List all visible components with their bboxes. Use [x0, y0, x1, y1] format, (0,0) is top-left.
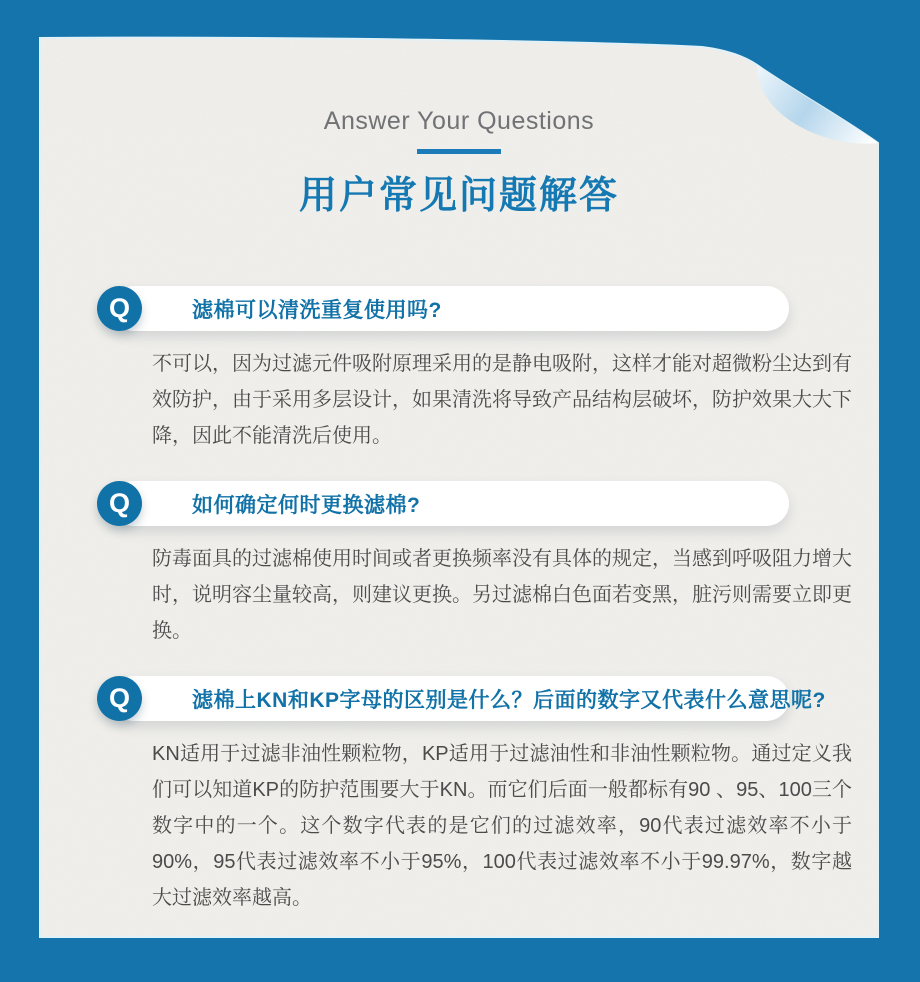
- title-divider: [417, 149, 501, 154]
- question-pill: [111, 481, 789, 526]
- faq-card: [40, 0, 878, 937]
- question-text: 如何确定何时更换滤棉?: [192, 493, 421, 517]
- q-icon: Q: [97, 286, 142, 331]
- question-row: [40, 286, 878, 331]
- answer-text: 防毒面具的过滤棉使用时间或者更换频率没有具体的规定，当感到呼吸阻力增大时，说明容尘量较高，则建议更换。另过滤棉白色面若变黑，脏污则需要立即更换。: [152, 548, 852, 642]
- question-pill: [111, 676, 826, 721]
- page-title: 用户常见问题解答: [298, 175, 619, 217]
- answer-text: KN适用于过滤非油性颗粒物，KP适用于过滤油性和非油性颗粒物。通过定义我们可以知道KP的防护范围要大于KN。而它们后面一般都标有90 、95、100三个数字中的一个。这个数字代表的是它们的过滤效率，90代表过滤效率不小于90%，95代表过滤效率不小于95%，100代表过滤效率不小于99.97%，数字越大过滤效率越高。: [152, 743, 852, 909]
- question-row: [40, 481, 878, 526]
- q-icon: Q: [97, 481, 142, 526]
- question-text: 滤棉上KN和KP字母的区别是什么？后面的数字又代表什么意思呢?: [192, 688, 826, 712]
- q-icon: Q: [97, 676, 142, 721]
- subtitle-english: Answer Your Questions: [323, 107, 595, 135]
- question-pill: [111, 286, 789, 331]
- question-row: [40, 676, 878, 721]
- question-text: 滤棉可以清洗重复使用吗?: [192, 298, 442, 322]
- answer-text: 不可以，因为过滤元件吸附原理采用的是静电吸附，这样才能对超微粉尘达到有效防护，由于采用多层设计，如果清洗将导致产品结构层破坏，防护效果大大下降，因此不能清洗后使用。: [152, 353, 852, 447]
